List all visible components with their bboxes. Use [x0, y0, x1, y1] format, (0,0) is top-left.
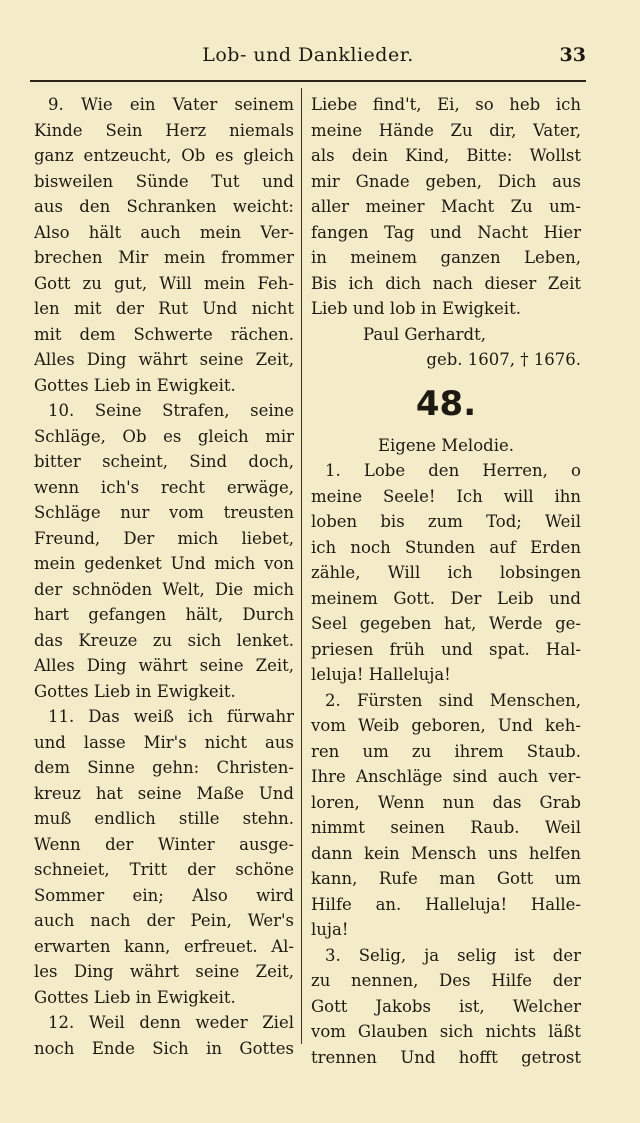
text-line: bitter scheint, Sind doch,	[34, 452, 294, 471]
text-line: kreuz hat seine Maße Und	[34, 783, 294, 803]
text-line: dann kein Mensch uns helfen	[311, 843, 581, 863]
text-line: das Kreuze zu sich lenket.	[34, 630, 294, 650]
text-line: ganz entzeucht, Ob es gleich	[34, 146, 294, 165]
text-line: len mit der Rut Und nicht	[34, 299, 294, 318]
text-line: Gottes Lieb in Ewigkeit.	[34, 681, 236, 701]
text-line: aller meiner Macht Zu um-	[311, 197, 581, 216]
text-line: erwarten kann, erfreuet. Al-	[34, 936, 294, 956]
melody-note: Eigene Melodie.	[377, 435, 514, 455]
text-line: ich noch Stunden auf Erden	[311, 537, 581, 557]
text-line: kann, Rufe man Gott um	[311, 869, 581, 888]
text-line: Schläge, Ob es gleich mir	[34, 426, 294, 446]
text-line: Also hält auch mein Ver-	[34, 222, 294, 242]
text-line: nimmt seinen Raub. Weil	[311, 818, 581, 837]
text-line: Bis ich dich nach dieser Zeit	[311, 273, 581, 293]
hymn-48-text	[311, 458, 581, 1070]
text-line: bisweilen Sünde Tut und	[34, 171, 294, 191]
left-column	[34, 92, 294, 1061]
text-line: muß endlich stille stehn.	[34, 809, 294, 828]
text-line: 12. Weil denn weder Ziel	[48, 1013, 294, 1032]
text-line: 3. Selig, ja selig ist der	[325, 945, 581, 965]
text-line: 11. Das weiß ich fürwahr	[48, 707, 294, 726]
text-line: Schläge nur vom treusten	[34, 503, 294, 522]
text-line: Kinde Sein Herz niemals	[34, 120, 294, 140]
text-line: zähle, Will ich lobsingen	[311, 563, 581, 582]
text-line: Seel gegeben hat, Werde ge-	[311, 614, 581, 633]
text-line: Hilfe an. Halleluja! Halle-	[311, 894, 581, 914]
signature-dates: geb. 1607, † 1676.	[426, 350, 581, 369]
text-line: Gottes Lieb in Ewigkeit.	[34, 987, 236, 1007]
column-divider	[301, 88, 302, 1044]
text-line: meinem Gott. Der Leib und	[311, 588, 581, 608]
text-line: meine Hände Zu dir, Vater,	[311, 120, 581, 140]
text-line: mein gedenket Und mich von	[34, 554, 294, 573]
text-line: luja!	[311, 920, 349, 939]
text-line: 10. Seine Strafen, seine	[48, 401, 294, 420]
signature-author: Paul Gerhardt,	[363, 324, 486, 344]
text-line: und lasse Mir's nicht aus	[34, 732, 294, 752]
text-line: Gott Jakobs ist, Welcher	[311, 996, 581, 1016]
text-line: leluja! Halleluja!	[311, 665, 451, 684]
text-line: 2. Fürsten sind Menschen,	[325, 690, 581, 710]
right-column	[311, 92, 581, 1070]
page-number: 33	[559, 44, 586, 66]
text-line: in meinem ganzen Leben,	[311, 248, 581, 267]
header-rule	[30, 80, 586, 82]
text-line: Lieb und lob in Ewigkeit.	[311, 299, 521, 318]
text-line: Ihre Anschläge sind auch ver-	[311, 767, 581, 786]
text-line: loben bis zum Tod; Weil	[311, 512, 581, 531]
text-line: als dein Kind, Bitte: Wollst	[311, 146, 581, 165]
text-line: hart gefangen hält, Durch	[34, 605, 294, 624]
text-line: wenn ich's recht erwäge,	[34, 477, 294, 497]
text-line: 9. Wie ein Vater seinem	[48, 95, 294, 114]
text-line: vom Weib geboren, Und keh-	[311, 716, 581, 735]
text-line: der schnöden Welt, Die mich	[34, 579, 294, 599]
running-header	[30, 40, 586, 76]
text-line: noch Ende Sich in Gottes	[34, 1038, 294, 1058]
text-line: Liebe find't, Ei, so heb ich	[311, 95, 581, 114]
text-line: Sommer ein; Also wird	[34, 885, 294, 905]
text-line: Gott zu gut, Will mein Feh-	[34, 273, 294, 293]
text-line: 1. Lobe den Herren, o	[325, 461, 581, 480]
text-line: mit dem Schwerte rächen.	[34, 324, 294, 344]
text-line: Alles Ding währt seine Zeit,	[34, 350, 294, 369]
text-line: schneiet, Tritt der schöne	[34, 860, 294, 879]
text-line: Gottes Lieb in Ewigkeit.	[34, 375, 236, 395]
text-line: dem Sinne gehn: Christen-	[34, 758, 294, 777]
hymn-number: 48.	[415, 383, 477, 424]
text-line: loren, Wenn nun das Grab	[311, 792, 581, 812]
text-line: vom Glauben sich nichts läßt	[311, 1022, 581, 1041]
text-line: zu nennen, Des Hilfe der	[311, 971, 581, 990]
text-line: fangen Tag und Nacht Hier	[311, 222, 581, 242]
text-line: Wenn der Winter ausge-	[34, 834, 294, 854]
text-line: mir Gnade geben, Dich aus	[311, 171, 581, 191]
text-line: auch nach der Pein, Wer's	[34, 911, 294, 930]
text-line: trennen Und hofft getrost	[311, 1047, 581, 1067]
running-title: Lob- und Danklieder.	[202, 44, 414, 66]
hymn-47-continuation	[311, 92, 581, 322]
text-line: les Ding währt seine Zeit,	[34, 962, 294, 981]
text-line: Freund, Der mich liebet,	[34, 528, 294, 548]
text-line: priesen früh und spat. Hal-	[311, 639, 581, 659]
text-line: ren um zu ihrem Staub.	[311, 741, 581, 761]
text-line: Alles Ding währt seine Zeit,	[34, 656, 294, 675]
text-line: brechen Mir mein frommer	[34, 248, 294, 267]
text-line: aus den Schranken weicht:	[34, 197, 294, 216]
text-line: meine Seele! Ich will ihn	[311, 486, 581, 506]
